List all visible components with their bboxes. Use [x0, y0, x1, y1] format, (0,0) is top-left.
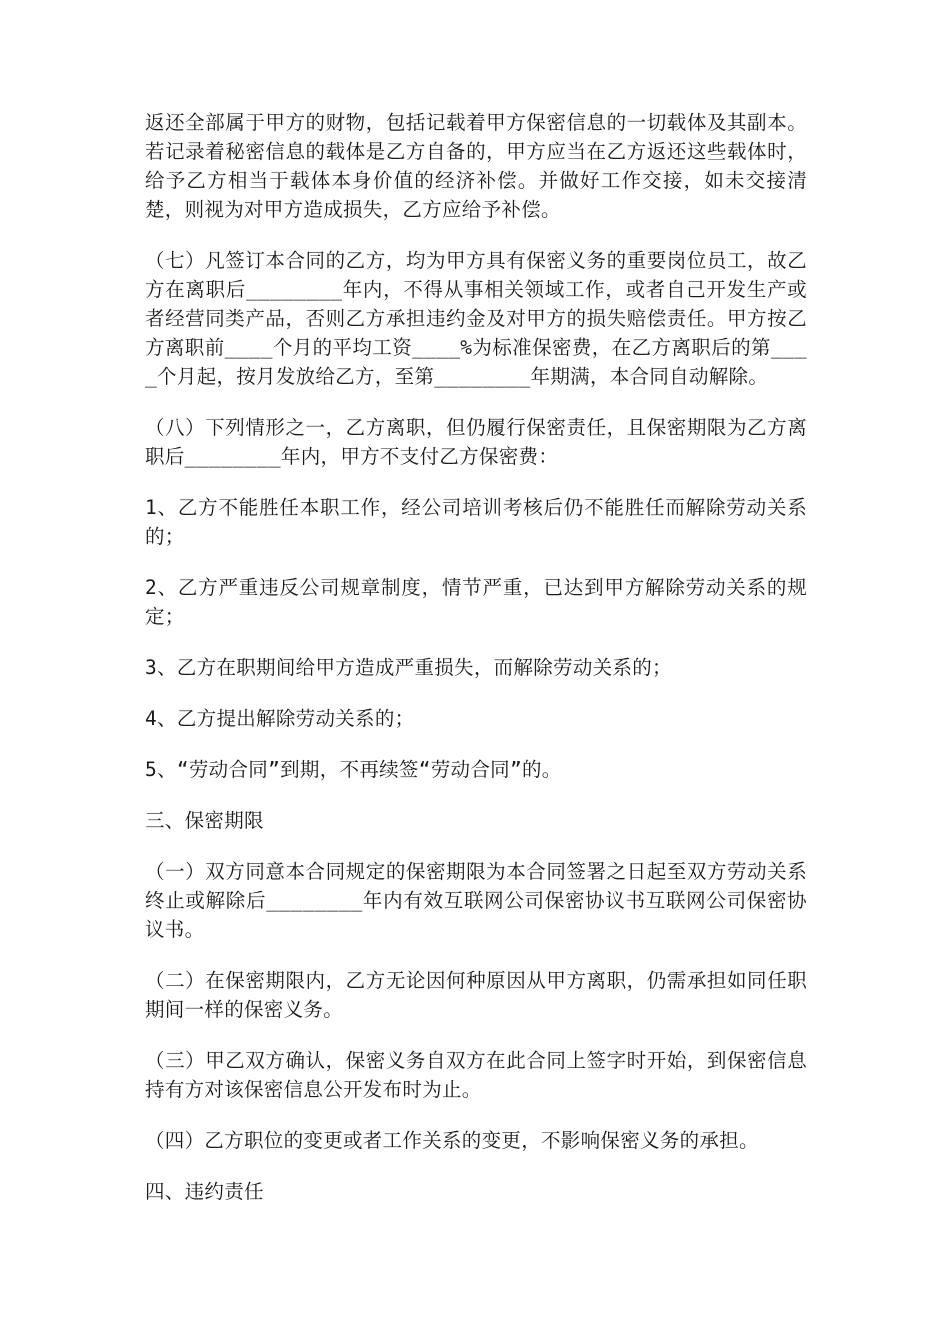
section-heading-liability: 四、违约责任: [145, 1180, 264, 1203]
paragraph-period-1: （一）双方同意本合同规定的保密期限为本合同签署之日起至双方劳动关系终止或解除后________年内有效互联网公司保密协议书互联网公司保密协议书。: [145, 860, 807, 941]
list-item-5: 5、“劳动合同”到期，不再续签“劳动合同”的。: [145, 758, 562, 781]
paragraph-clause-8: （八）下列情形之一，乙方离职，但仍履行保密责任，且保密期限为乙方离职后________年内，甲方不支付乙方保密费：: [145, 416, 807, 468]
paragraph-return-property: 返还全部属于甲方的财物，包括记载着甲方保密信息的一切载体及其副本。若记录着秘密信息的载体是乙方自备的，甲方应当在乙方返还这些载体时，给予乙方相当于载体本身价值的经济补偿。并做好工作交接，如未交接清楚，则视为对甲方造成损失，乙方应给予补偿。: [145, 111, 807, 221]
paragraph-clause-7: （七）凡签订本合同的乙方，均为甲方具有保密义务的重要岗位员工，故乙方在离职后________年内，不得从事相关领域工作，或者自己开发生产或者经营同类产品，否则乙方承担违约金及对甲方的损失赔偿责任。甲方按乙方离职前____个月的平均工资____%为标准保密费，在乙方离职后的第____个月起，按月发放给乙方，至第________年期满，本合同自动解除。: [145, 249, 807, 388]
list-item-2: 2、乙方严重违反公司规章制度，情节严重，已达到甲方解除劳动关系的规定；: [145, 576, 807, 628]
paragraph-period-4: （四）乙方职位的变更或者工作关系的变更，不影响保密义务的承担。: [145, 1129, 759, 1152]
list-item-3: 3、乙方在职期间给甲方造成严重损失，而解除劳动关系的；: [145, 656, 672, 679]
list-item-4: 4、乙方提出解除劳动关系的；: [145, 707, 415, 730]
paragraph-period-2: （二）在保密期限内，乙方无论因何种原因从甲方离职，仍需承担如同任职期间一样的保密义务。: [145, 969, 807, 1021]
paragraph-period-3: （三）甲乙双方确认，保密义务自双方在此合同上签字时开始，到保密信息持有方对该保密信息公开发布时为止。: [145, 1049, 807, 1101]
section-heading-confidentiality-period: 三、保密期限: [145, 809, 264, 832]
document-body: [145, 108, 807, 1228]
list-item-1: 1、乙方不能胜任本职工作，经公司培训考核后仍不能胜任而解除劳动关系的；: [145, 496, 807, 548]
